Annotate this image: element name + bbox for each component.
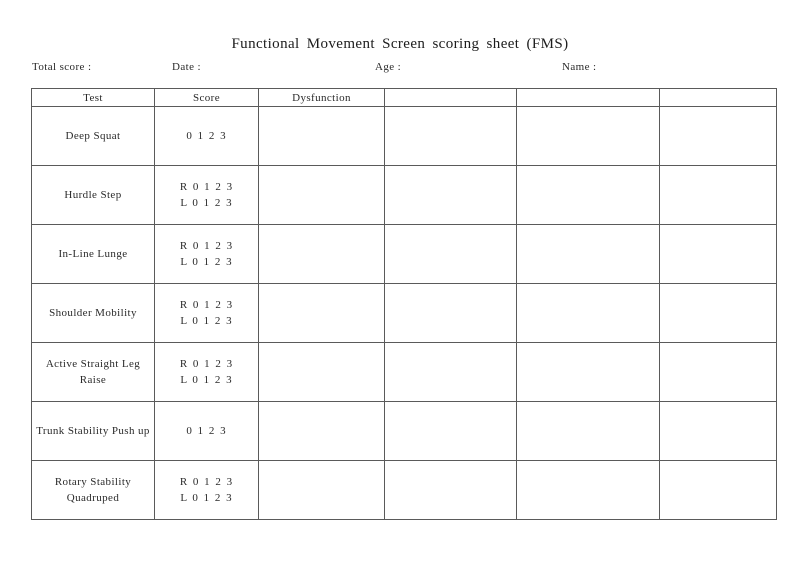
dysfunction-cell <box>259 343 385 402</box>
empty-cell <box>517 225 660 284</box>
score-options: R 0 1 2 3 <box>179 358 234 370</box>
score-cell <box>155 166 259 225</box>
empty-cell <box>517 343 660 402</box>
score-options: L 0 1 2 3 <box>180 256 233 268</box>
empty-cell <box>517 107 660 166</box>
empty-cell <box>660 166 777 225</box>
empty-cell <box>385 107 517 166</box>
test-name-cell <box>32 402 155 461</box>
empty-cell <box>660 284 777 343</box>
table-row <box>32 166 777 225</box>
empty-cell <box>660 107 777 166</box>
age-label: Age : <box>375 61 402 73</box>
empty-cell <box>660 225 777 284</box>
empty-cell <box>517 166 660 225</box>
page-title: Functional Movement Screen scoring sheet (FMS) <box>231 36 569 52</box>
score-cell <box>155 343 259 402</box>
table-row <box>32 343 777 402</box>
test-name-cell <box>32 225 155 284</box>
score-options: L 0 1 2 3 <box>180 315 233 327</box>
scoring-table <box>31 88 777 520</box>
test-name-cell <box>32 343 155 402</box>
table-row <box>32 402 777 461</box>
test-name-cell <box>32 166 155 225</box>
test-name: Raise <box>79 374 107 386</box>
dysfunction-cell <box>259 225 385 284</box>
empty-cell <box>660 402 777 461</box>
table-row <box>32 107 777 166</box>
test-name-cell <box>32 284 155 343</box>
score-cell <box>155 461 259 520</box>
score-cell <box>155 225 259 284</box>
dysfunction-cell <box>259 166 385 225</box>
score-options: R 0 1 2 3 <box>179 299 234 311</box>
test-name: Quadruped <box>66 492 120 504</box>
test-name: Rotary Stability <box>54 476 132 488</box>
test-name: Trunk Stability Push up <box>36 425 150 437</box>
test-name: Deep Squat <box>65 130 121 142</box>
empty-cell <box>660 343 777 402</box>
empty-cell <box>517 284 660 343</box>
score-options: L 0 1 2 3 <box>180 492 233 504</box>
score-cell <box>155 284 259 343</box>
header-empty <box>660 89 777 107</box>
header-dysfunction: Dysfunction <box>259 89 385 107</box>
score-options: R 0 1 2 3 <box>179 476 234 488</box>
test-name: Shoulder Mobility <box>49 307 137 319</box>
dysfunction-cell <box>259 284 385 343</box>
empty-cell <box>385 461 517 520</box>
total-score-label: Total score : <box>32 61 92 73</box>
test-name-cell <box>32 107 155 166</box>
name-label: Name : <box>562 61 597 73</box>
empty-cell <box>385 284 517 343</box>
test-name: In-Line Lunge <box>58 248 128 260</box>
dysfunction-cell <box>259 461 385 520</box>
header-empty <box>385 89 517 107</box>
score-cell <box>155 107 259 166</box>
dysfunction-cell <box>259 107 385 166</box>
empty-cell <box>385 343 517 402</box>
test-name: Hurdle Step <box>64 189 122 201</box>
test-name: Active Straight Leg <box>45 358 141 370</box>
header-row <box>32 89 777 107</box>
score-options: R 0 1 2 3 <box>179 240 234 252</box>
empty-cell <box>385 402 517 461</box>
header-empty <box>517 89 660 107</box>
empty-cell <box>517 402 660 461</box>
score-cell <box>155 402 259 461</box>
score-options: 0 1 2 3 <box>186 130 227 142</box>
score-options: L 0 1 2 3 <box>180 374 233 386</box>
empty-cell <box>385 225 517 284</box>
header-test: Test <box>32 89 155 107</box>
score-options: L 0 1 2 3 <box>180 197 233 209</box>
empty-cell <box>517 461 660 520</box>
table-row <box>32 225 777 284</box>
header-score: Score <box>155 89 259 107</box>
table-row <box>32 461 777 520</box>
date-label: Date : <box>172 61 201 73</box>
empty-cell <box>385 166 517 225</box>
empty-cell <box>660 461 777 520</box>
table-row <box>32 284 777 343</box>
score-options: 0 1 2 3 <box>186 425 227 437</box>
score-options: R 0 1 2 3 <box>179 181 234 193</box>
dysfunction-cell <box>259 402 385 461</box>
test-name-cell <box>32 461 155 520</box>
